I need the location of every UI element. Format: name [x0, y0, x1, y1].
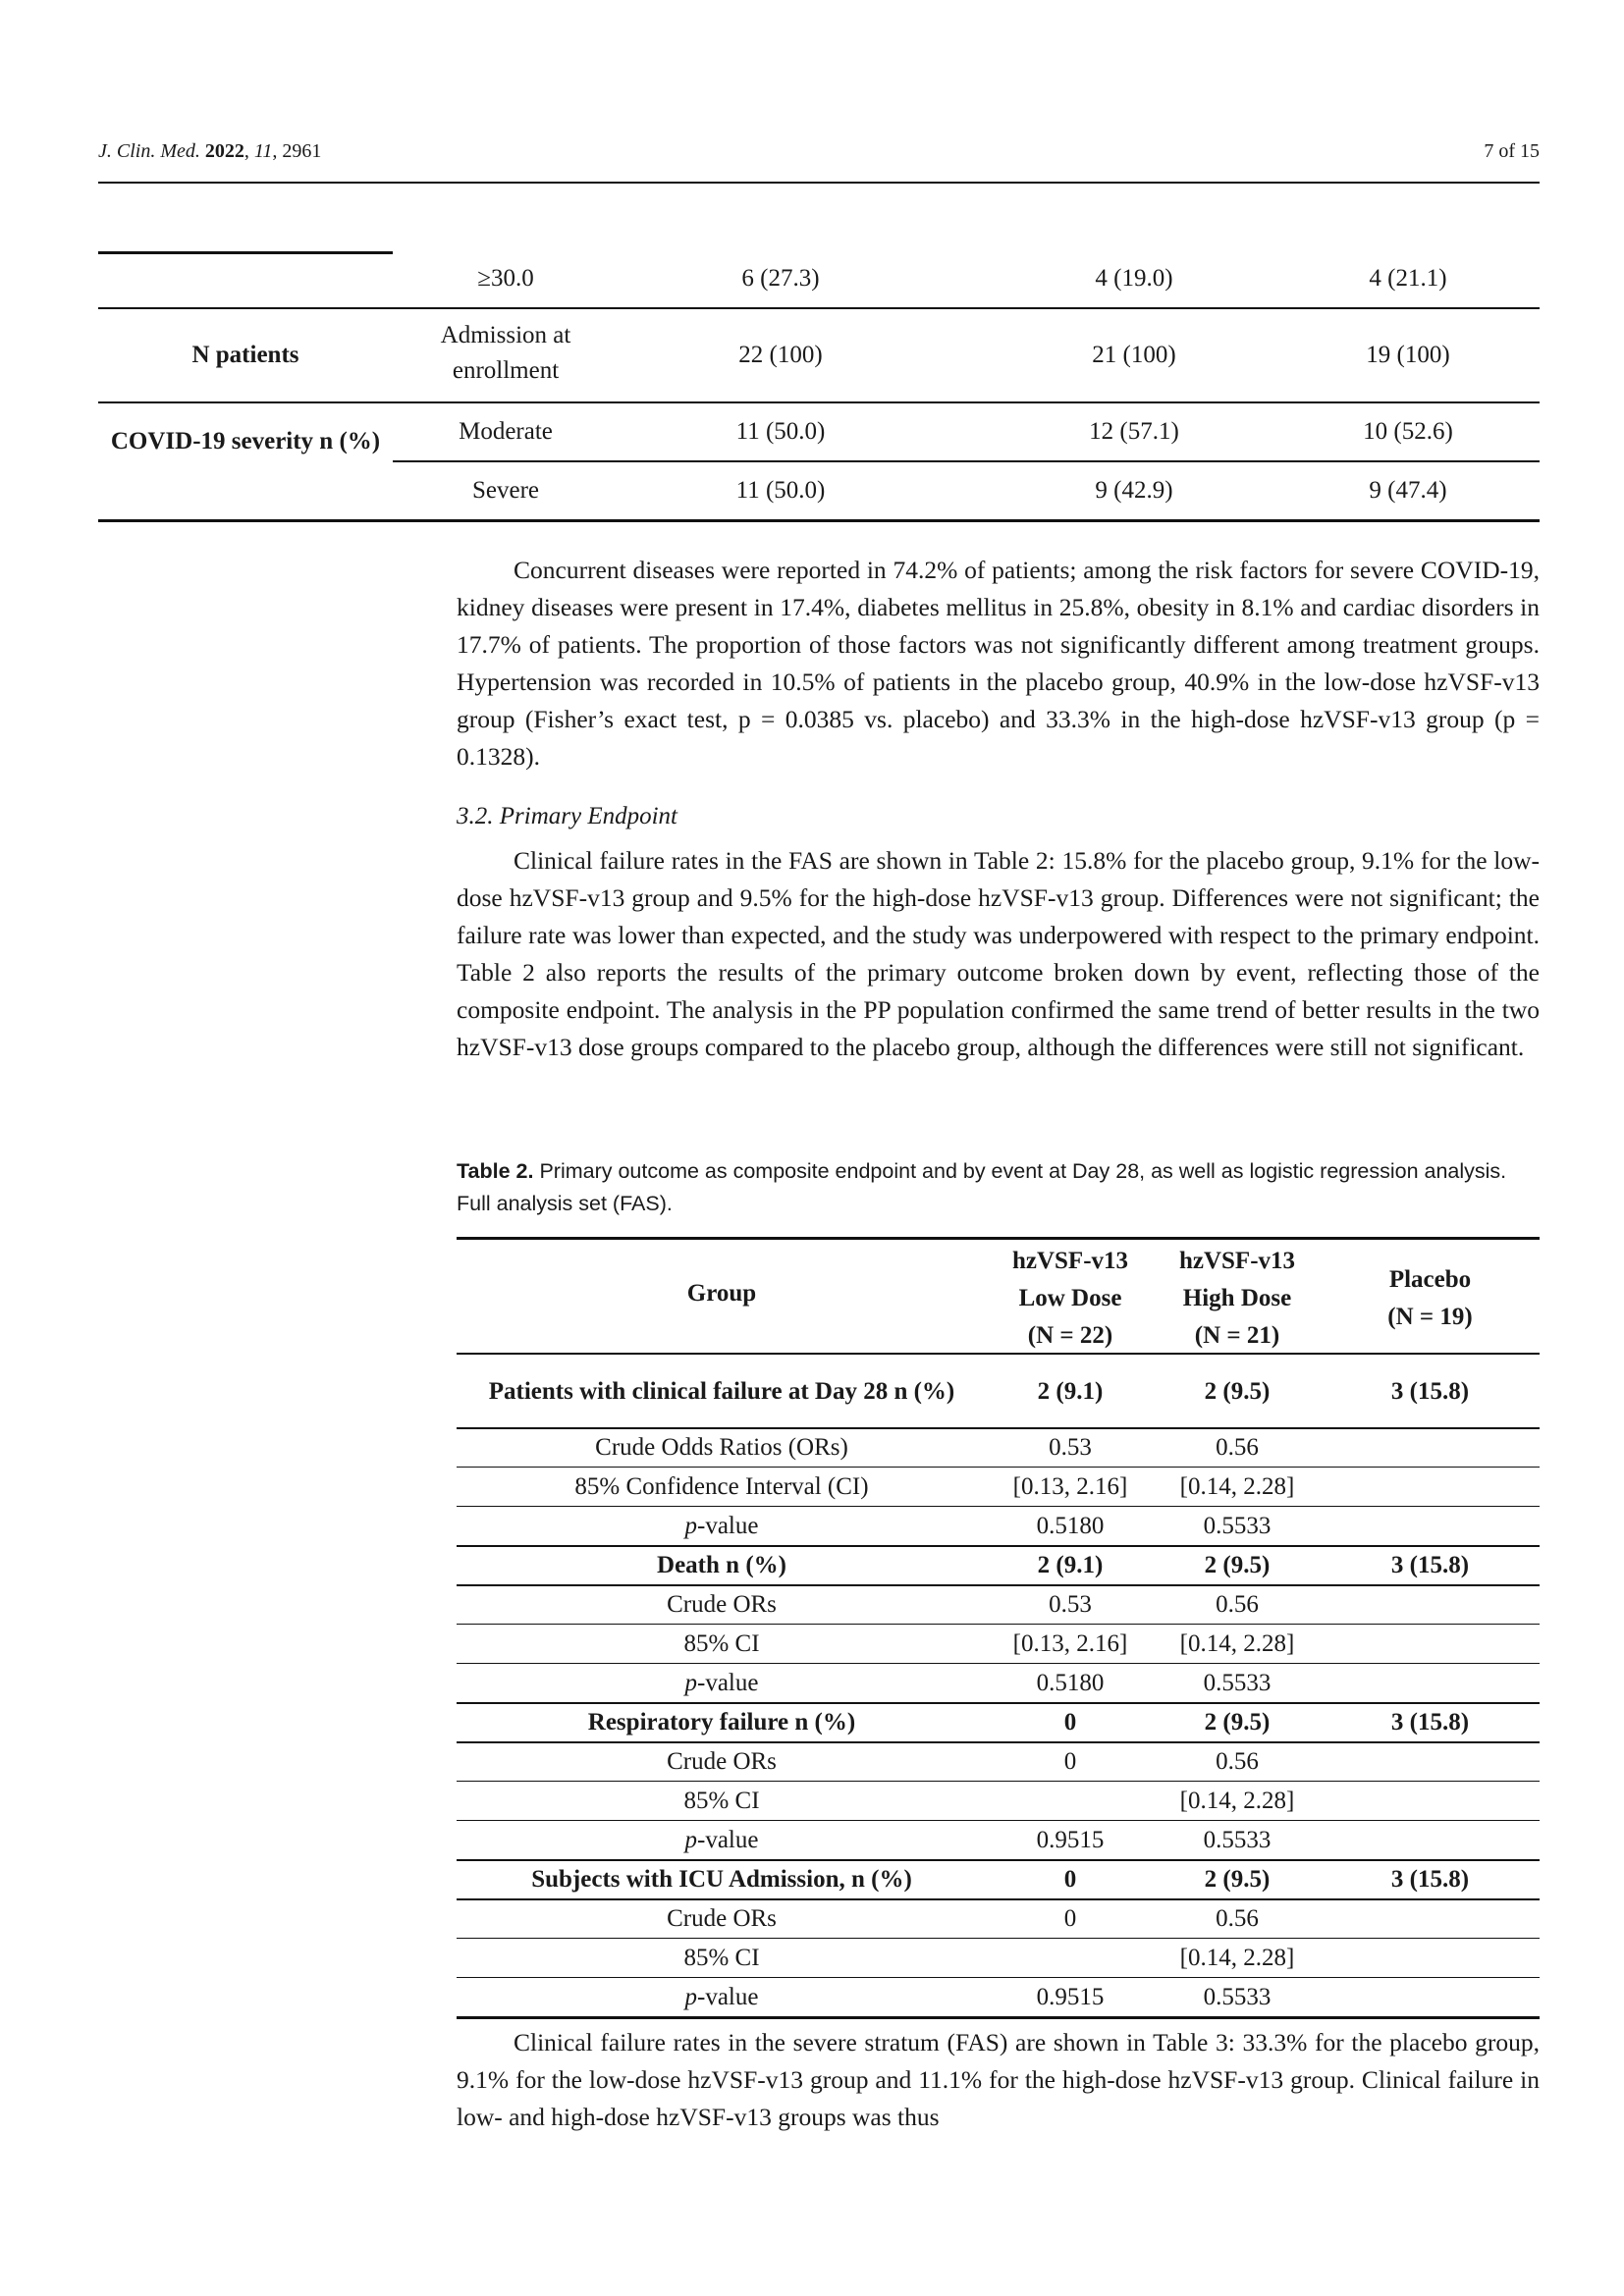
- table2-caption: [457, 1155, 1540, 1220]
- t2-head-low-line: (N = 22): [1027, 1322, 1113, 1349]
- table-cell-low-dose-text: 0.9515: [1036, 1826, 1105, 1853]
- table-cell-high-dose-text: 2 (9.5): [1204, 1551, 1271, 1578]
- header-rule: [98, 182, 1540, 184]
- table-cell-placebo: [1321, 1585, 1540, 1624]
- t2-head-placebo-line: (N = 19): [1387, 1304, 1473, 1330]
- table-cell-low-dose: [987, 1703, 1154, 1741]
- table-row-rule: [457, 2016, 1540, 2019]
- page-header: [98, 140, 1540, 180]
- table-cell-high-dose-text: [0.14, 2.28]: [1179, 1629, 1295, 1657]
- t1-high-cell: 21 (100): [1092, 342, 1176, 368]
- table-cell-high-dose-text: 0.56: [1216, 1904, 1259, 1932]
- table-cell-high-dose: [1154, 1782, 1321, 1820]
- table-cell-low-dose: [987, 1507, 1154, 1545]
- t2-head-low: [987, 1243, 1154, 1355]
- t2-head-low-line: hzVSF-v13: [1011, 1248, 1129, 1274]
- table-cell-group-text: p-value: [684, 1983, 759, 2010]
- table-cell-high-dose-text: [0.14, 2.28]: [1179, 1944, 1295, 1971]
- table-cell-placebo: [1321, 1468, 1540, 1506]
- table-cell-group: [457, 1625, 987, 1663]
- table-cell-low-dose: [987, 1782, 1154, 1820]
- table-cell-placebo: [1321, 1703, 1540, 1741]
- table-cell-group-text: Death n (%): [657, 1551, 786, 1578]
- table-cell-low-dose: [987, 1899, 1154, 1938]
- t2-head-rule: [457, 1353, 1540, 1355]
- table-cell-high-dose: [1154, 1468, 1321, 1506]
- t1-high-cell: 12 (57.1): [1089, 418, 1179, 445]
- t2-top-rule: [457, 1237, 1540, 1240]
- t1-low-cell: 22 (100): [738, 342, 823, 368]
- t1-high-cell: 4 (19.0): [1095, 265, 1173, 292]
- t2-head-high: [1154, 1243, 1321, 1355]
- table-cell-low-dose-text: 0: [1063, 1747, 1077, 1775]
- table-cell-group: [457, 1664, 987, 1702]
- t1-sub-cell: Severe: [471, 477, 540, 504]
- journal-volume: 11: [253, 140, 273, 162]
- table-cell-placebo: [1321, 1507, 1540, 1545]
- table-cell-placebo: [1321, 1625, 1540, 1663]
- table-cell-low-dose: [987, 1821, 1154, 1859]
- table-cell-high-dose-text: 2 (9.5): [1204, 1865, 1271, 1893]
- table-cell-high-dose-text: 0.56: [1216, 1590, 1259, 1618]
- table-cell-low-dose-text: 0.5180: [1036, 1512, 1105, 1539]
- table-cell-high-dose-text: [0.14, 2.28]: [1179, 1787, 1295, 1814]
- table-cell-group: [457, 1468, 987, 1506]
- t1-label-cell: COVID-19 severity n (%): [110, 428, 381, 454]
- table-cell-placebo-text: 3 (15.8): [1390, 1551, 1470, 1578]
- section-heading: 3.2. Primary Endpoint: [457, 803, 677, 829]
- table-cell-placebo: [1321, 1860, 1540, 1898]
- paragraph-text: Concurrent diseases were reported in 74.2% of patients; among the risk factors for severe COVID-19, kidney diseases were present in 17.4%, diabetes mellitus in 25.8%, obesity in 8.1% and cardiac disorders in 17.7% of patients. The proportion of those factors was not significantly different among treatment groups. Hypertension was recorded in 10.5% of patients in the placebo group, 40.9% in the low-dose hzVSF-v13 group (Fisher’s exact test, p = 0.0385 vs. placebo) and 33.3% in the high-dose hzVSF-v13 group (p = 0.1328).: [457, 556, 1540, 771]
- table-cell-placebo-text: 3 (15.8): [1390, 1865, 1470, 1893]
- table-cell-high-dose-text: 0.56: [1216, 1747, 1259, 1775]
- table-cell-high-dose-text: 2 (9.5): [1204, 1378, 1271, 1405]
- table-cell-placebo: [1321, 1357, 1540, 1427]
- table-cell-high-dose-text: 0.56: [1216, 1433, 1259, 1461]
- table-cell-group-text: Crude ORs: [667, 1590, 777, 1618]
- t1-placebo-cell: 9 (47.4): [1369, 477, 1447, 504]
- paragraph-comorbidities: [457, 552, 1540, 775]
- table-cell-placebo: [1321, 1742, 1540, 1781]
- table2: [457, 1237, 1540, 2012]
- table-cell-group-text: 85% Confidence Interval (CI): [574, 1472, 869, 1500]
- table-cell-group: [457, 1742, 987, 1781]
- table-cell-low-dose-text: 0.53: [1049, 1433, 1092, 1461]
- paragraph-primary-endpoint: [457, 842, 1540, 1066]
- table-cell-group-text: Crude Odds Ratios (ORs): [595, 1433, 848, 1461]
- table-cell-group: [466, 1357, 977, 1427]
- table-cell-group-text: p-value: [684, 1512, 759, 1539]
- table-cell-high-dose: [1154, 1939, 1321, 1977]
- journal-citation: J. Clin. Med. 2022, 11, 2961: [98, 140, 322, 162]
- table-cell-high-dose: [1154, 1899, 1321, 1938]
- table-cell-placebo-text: 3 (15.8): [1390, 1378, 1470, 1405]
- table-cell-high-dose-text: 0.5533: [1203, 1983, 1272, 2010]
- table-cell-group: [457, 1860, 987, 1898]
- table-cell-placebo: [1321, 1782, 1540, 1820]
- table-cell-high-dose: [1154, 1625, 1321, 1663]
- journal-year: 2022: [204, 140, 244, 162]
- t1-rule: [98, 307, 1540, 309]
- table-cell-low-dose: [987, 1428, 1154, 1467]
- table-cell-placebo-text: 3 (15.8): [1390, 1708, 1470, 1735]
- table-cell-group: [457, 1939, 987, 1977]
- table-cell-high-dose-text: 0.5533: [1203, 1826, 1272, 1853]
- table-cell-placebo: [1321, 1546, 1540, 1584]
- journal-abbr: J. Clin. Med.: [98, 140, 200, 162]
- table2-caption-text: Primary outcome as composite endpoint and by event at Day 28, as well as logistic regression analysis. Full analysis set (FAS).: [457, 1159, 1507, 1215]
- table-cell-low-dose-text: 0: [1063, 1865, 1077, 1893]
- table-cell-low-dose-text: [0.13, 2.16]: [1012, 1472, 1128, 1500]
- t1-low-cell: 11 (50.0): [735, 418, 826, 445]
- table-cell-high-dose: [1154, 1821, 1321, 1859]
- table-cell-group-text: Crude ORs: [667, 1747, 777, 1775]
- table-cell-high-dose-text: 0.5533: [1203, 1669, 1272, 1696]
- table-cell-group: [457, 1821, 987, 1859]
- page-number: 7 of 15: [1484, 140, 1540, 162]
- t1-low-cell: 6 (27.3): [741, 265, 820, 292]
- table-cell-group-text: 85% CI: [683, 1787, 760, 1814]
- table-cell-placebo: [1321, 1939, 1540, 1977]
- table-cell-high-dose: [1154, 1703, 1321, 1741]
- table-cell-high-dose-text: 0.5533: [1203, 1512, 1272, 1539]
- table-cell-placebo: [1321, 1821, 1540, 1859]
- t2-head-placebo-line: Placebo: [1388, 1266, 1472, 1293]
- t1-sub-cell: ≥30.0: [477, 265, 534, 292]
- table2-caption-label: Table 2.: [457, 1159, 534, 1183]
- table-cell-high-dose: [1154, 1507, 1321, 1545]
- table-cell-low-dose-text: 0: [1063, 1904, 1077, 1932]
- t1-bottom-rule: [98, 519, 1540, 522]
- table-cell-low-dose: [987, 1939, 1154, 1977]
- paragraph-text: Clinical failure rates in the severe stratum (FAS) are shown in Table 3: 33.3% for the placebo group, 9.1% for the low-dose hzVSF-v13 group and 11.1% for the high-dose hzVSF-v13 group. Clinical failure in low- and high-dose hzVSF-v13 groups was thus: [457, 2028, 1540, 2131]
- table-cell-low-dose: [987, 1742, 1154, 1781]
- t2-head-high-line: High Dose: [1182, 1285, 1292, 1311]
- t1-sub-cell: Admission at enrollment: [440, 322, 571, 384]
- t1-low-cell: 11 (50.0): [735, 477, 826, 504]
- table-cell-group: [457, 1428, 987, 1467]
- table-cell-high-dose: [1154, 1428, 1321, 1467]
- t1-rule: [98, 401, 1540, 403]
- journal-article: 2961: [282, 140, 322, 162]
- table-cell-high-dose-text: 2 (9.5): [1204, 1708, 1271, 1735]
- table-cell-low-dose-text: 0.9515: [1036, 1983, 1105, 2010]
- t2-head-placebo: [1321, 1261, 1540, 1336]
- table-cell-group-text: 85% CI: [683, 1944, 760, 1971]
- table-cell-low-dose-text: 0: [1063, 1708, 1077, 1735]
- table-cell-group: [457, 1978, 987, 2016]
- table-cell-high-dose: [1154, 1664, 1321, 1702]
- table-cell-low-dose-text: 2 (9.1): [1037, 1551, 1104, 1578]
- t1-sub-cell: Moderate: [459, 418, 553, 445]
- t1-placebo-cell: 19 (100): [1366, 342, 1450, 368]
- table-cell-low-dose-text: [0.13, 2.16]: [1012, 1629, 1128, 1657]
- table-cell-low-dose: [987, 1585, 1154, 1624]
- table-cell-high-dose: [1154, 1546, 1321, 1584]
- table-cell-placebo: [1321, 1978, 1540, 2016]
- table-cell-placebo: [1321, 1899, 1540, 1938]
- t2-head-high-line: hzVSF-v13: [1178, 1248, 1296, 1274]
- table-cell-low-dose: [987, 1546, 1154, 1584]
- table-cell-group: [457, 1899, 987, 1938]
- table-cell-placebo: [1321, 1428, 1540, 1467]
- table-cell-group-text: p-value: [684, 1669, 759, 1696]
- table-cell-low-dose: [987, 1664, 1154, 1702]
- table-cell-group-text: Respiratory failure n (%): [587, 1708, 856, 1735]
- t1-placebo-cell: 4 (21.1): [1369, 265, 1447, 292]
- t1-placebo-cell: 10 (52.6): [1363, 418, 1453, 445]
- t1-rule: [393, 460, 1540, 462]
- table-cell-group-text: Subjects with ICU Admission, n (%): [531, 1865, 912, 1893]
- table-cell-low-dose: [987, 1357, 1154, 1427]
- table-cell-low-dose: [987, 1860, 1154, 1898]
- table-cell-high-dose-text: [0.14, 2.28]: [1179, 1472, 1295, 1500]
- table-cell-low-dose: [987, 1978, 1154, 2016]
- table-cell-group: [457, 1703, 987, 1741]
- t2-head-low-line: Low Dose: [1018, 1285, 1122, 1311]
- table-cell-low-dose-text: 0.53: [1049, 1590, 1092, 1618]
- table1-continuation: [98, 253, 1540, 528]
- table-cell-group: [457, 1507, 987, 1545]
- table-cell-low-dose-text: 0.5180: [1036, 1669, 1105, 1696]
- table-cell-low-dose: [987, 1625, 1154, 1663]
- table-cell-high-dose: [1154, 1742, 1321, 1781]
- paragraph-severe-stratum: [457, 2024, 1540, 2136]
- table-cell-group-text: Crude ORs: [667, 1904, 777, 1932]
- t2-head-high-line: (N = 21): [1194, 1322, 1280, 1349]
- t2-head-group: Group: [686, 1280, 757, 1307]
- table-cell-group-text: Patients with clinical failure at Day 28 n (%): [488, 1378, 955, 1405]
- t1-label-cell: N patients: [191, 342, 299, 368]
- table-cell-high-dose: [1154, 1357, 1321, 1427]
- table-cell-group: [457, 1585, 987, 1624]
- table-cell-group: [457, 1782, 987, 1820]
- table-cell-low-dose: [987, 1468, 1154, 1506]
- t1-high-cell: 9 (42.9): [1095, 477, 1173, 504]
- paragraph-text: Clinical failure rates in the FAS are shown in Table 2: 15.8% for the placebo group, 9.1% for the low-dose hzVSF-v13 group and 9.5% for the high-dose hzVSF-v13 group. Differences were not significant; the failure rate was lower than expected, and the study was underpowered with respect to the primary endpoint. Table 2 also reports the results of the primary outcome broken down by event, reflecting those of the composite endpoint. The analysis in the PP population confirmed the same trend of better results in the two hzVSF-v13 dose groups compared to the placebo group, although the differences were still not significant.: [457, 846, 1540, 1061]
- table-cell-group-text: 85% CI: [683, 1629, 760, 1657]
- table-cell-group-text: p-value: [684, 1826, 759, 1853]
- table-cell-placebo: [1321, 1664, 1540, 1702]
- table-cell-group: [457, 1546, 987, 1584]
- table-cell-low-dose-text: 2 (9.1): [1037, 1378, 1104, 1405]
- table-cell-high-dose: [1154, 1978, 1321, 2016]
- table-cell-high-dose: [1154, 1585, 1321, 1624]
- table-cell-high-dose: [1154, 1860, 1321, 1898]
